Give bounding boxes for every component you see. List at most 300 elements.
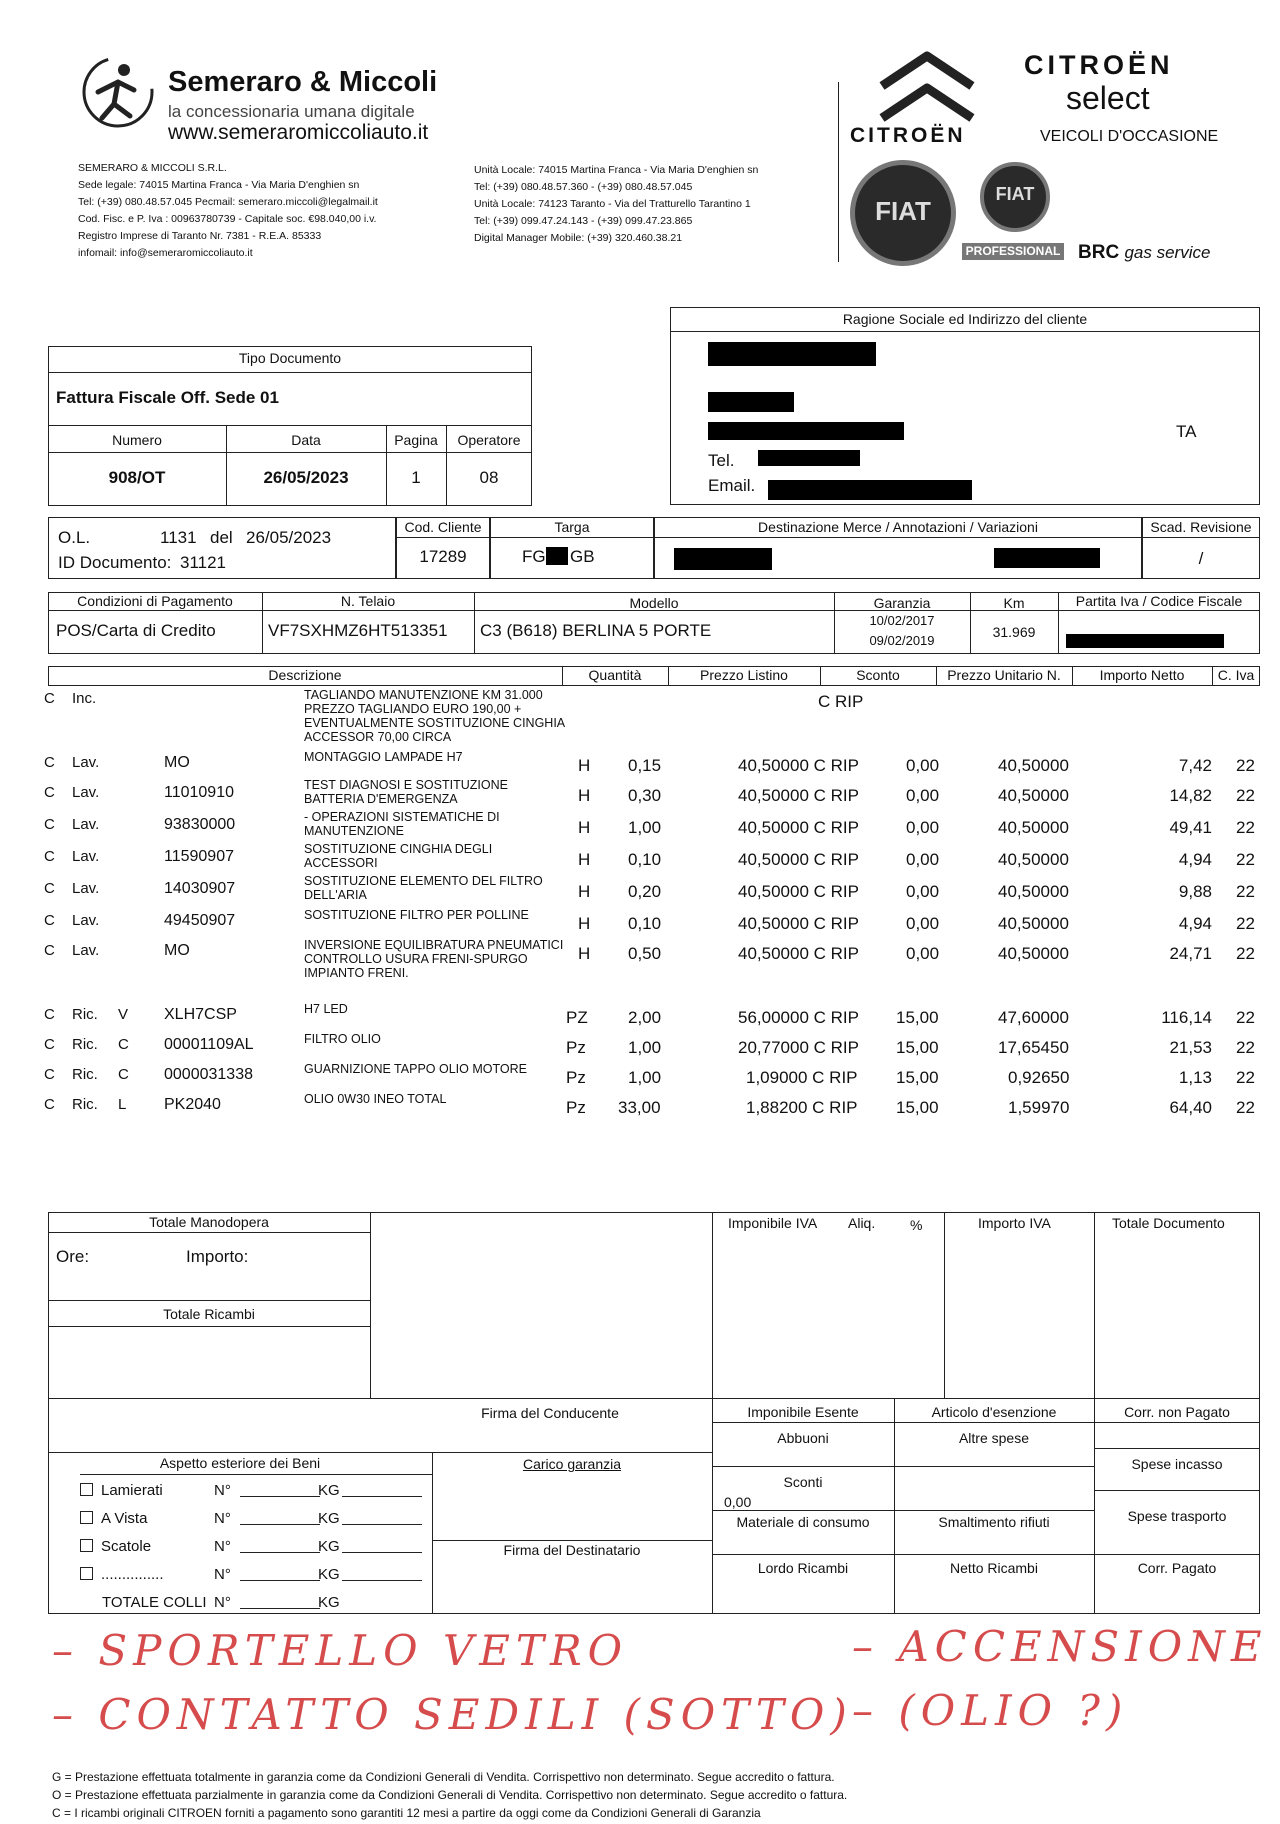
line-iva: 22 bbox=[1236, 850, 1255, 869]
ol-del: del bbox=[210, 528, 233, 547]
col-c-iva: C. Iva bbox=[1217, 667, 1255, 683]
smaltimento-label: Smaltimento rifiuti bbox=[938, 1514, 1050, 1530]
line-c: C bbox=[44, 1066, 55, 1083]
ol-label: O.L. bbox=[58, 528, 91, 547]
line-qty: 33,00 bbox=[618, 1098, 661, 1117]
local-line: Unità Locale: 74123 Taranto - Via del Tratturello Tarantino 1 bbox=[474, 198, 751, 210]
line-description: SOSTITUZIONE FILTRO PER POLLINE bbox=[304, 908, 529, 922]
line-unit-price: 40,50000 bbox=[998, 756, 1069, 775]
dealer-name: Semeraro & Miccoli bbox=[168, 66, 438, 98]
line-description: SOSTITUZIONE ELEMENTO DEL FILTRO DELL'ARIA bbox=[304, 874, 543, 902]
line-unit-price: 40,50000 bbox=[998, 850, 1069, 869]
importo-iva-label: Importo IVA bbox=[978, 1215, 1051, 1231]
veicoli-occasione: VEICOLI D'OCCASIONE bbox=[1040, 128, 1219, 145]
redacted-destinazione-1 bbox=[674, 548, 772, 570]
line-iva: 22 bbox=[1236, 882, 1255, 901]
line-iva: 22 bbox=[1236, 1008, 1255, 1027]
line-flag: V bbox=[118, 1006, 129, 1023]
imponibile-esente-label: Imponibile Esente bbox=[747, 1404, 859, 1420]
grid-line bbox=[80, 1474, 432, 1475]
goods-row bbox=[80, 1510, 340, 1538]
line-price: 1,88200 C RIP bbox=[746, 1098, 858, 1117]
targa-start: FG bbox=[522, 547, 546, 566]
local-line: Digital Manager Mobile: (+39) 320.460.38.21 bbox=[474, 232, 683, 244]
id-documento: 31121 bbox=[180, 553, 227, 572]
document-page: 1 bbox=[411, 468, 421, 487]
line-c: C bbox=[44, 942, 55, 959]
document-type: Fattura Fiscale Off. Sede 01 bbox=[56, 388, 279, 407]
spese-trasporto-label: Spese trasporto bbox=[1127, 1508, 1227, 1524]
line-um: H bbox=[578, 756, 591, 775]
pagamento-label: Condizioni di Pagamento bbox=[77, 593, 233, 609]
lamierati-checkbox[interactable] bbox=[80, 1483, 93, 1496]
line-tipo: Lav. bbox=[72, 754, 100, 771]
redacted-targa bbox=[546, 547, 568, 565]
importo-label: Importo: bbox=[186, 1247, 249, 1266]
sconti-value: 0,00 bbox=[724, 1494, 752, 1510]
sconti-label: Sconti bbox=[783, 1474, 823, 1490]
line-flag: C bbox=[118, 1066, 129, 1083]
line-discount: 15,00 bbox=[896, 1068, 939, 1087]
kg-label: KG bbox=[318, 1594, 340, 1611]
kg-input[interactable] bbox=[342, 1524, 422, 1525]
header-divider bbox=[838, 82, 839, 262]
n-input[interactable] bbox=[240, 1608, 320, 1609]
line-description: GUARNIZIONE TAPPO OLIO MOTORE bbox=[304, 1062, 527, 1076]
line-amount: 24,71 bbox=[1169, 944, 1212, 963]
company-line: Cod. Fisc. e P. Iva : 00963780739 - Capitale soc. €98.040,00 i.v. bbox=[78, 213, 377, 225]
line-discount: 0,00 bbox=[906, 756, 940, 775]
line-description: TEST DIAGNOSI E SOSTITUZIONE BATTERIA D'EMERGENZA bbox=[304, 778, 508, 806]
annotation-sportello: – SPORTELLO VETRO bbox=[52, 1626, 628, 1675]
redacted-piva bbox=[1066, 634, 1224, 648]
dealer-tagline: la concessionaria umana digitale bbox=[168, 102, 415, 121]
totale-colli-label: TOTALE COLLI bbox=[102, 1594, 207, 1611]
n-input[interactable] bbox=[240, 1524, 320, 1525]
line-amount: 7,42 bbox=[1178, 756, 1212, 775]
cod-cliente: 17289 bbox=[419, 547, 467, 566]
id-documento-label: ID Documento: bbox=[58, 553, 172, 572]
scatole-checkbox[interactable] bbox=[80, 1539, 93, 1552]
annotation-accensione: – ACCENSIONE bbox=[852, 1622, 1268, 1671]
line-code: 11010910 bbox=[164, 784, 234, 801]
local-line: Tel: (+39) 099.47.24.143 - (+39) 099.47.23.865 bbox=[474, 215, 693, 227]
pagamento: POS/Carta di Credito bbox=[56, 621, 216, 640]
line-um: Pz bbox=[566, 1098, 586, 1117]
line-qty: 1,00 bbox=[628, 818, 662, 837]
percent-label: % bbox=[910, 1217, 923, 1233]
col-descrizione: Descrizione bbox=[268, 667, 342, 683]
corr-pagato-label: Corr. Pagato bbox=[1137, 1560, 1217, 1576]
km: 31.969 bbox=[992, 624, 1036, 640]
line-flag: C bbox=[118, 1036, 129, 1053]
kg-label: KG bbox=[318, 1566, 340, 1583]
line-price: 40,50000 C RIP bbox=[738, 944, 859, 963]
line-iva: 22 bbox=[1236, 1068, 1255, 1087]
line-tipo: Lav. bbox=[72, 880, 100, 897]
scad-revisione: / bbox=[1198, 549, 1204, 568]
goods-row bbox=[80, 1594, 340, 1622]
line-c: C bbox=[44, 880, 55, 897]
footnote-c: C = I ricambi originali CITROEN forniti a pagamento sono garantiti 12 mesi a partire da oggi come da Condizioni Generali di Garanzia bbox=[52, 1806, 761, 1820]
line-unit-price: 40,50000 bbox=[998, 944, 1069, 963]
line-qty: 2,00 bbox=[628, 1008, 662, 1027]
redacted-destinazione-2 bbox=[994, 548, 1100, 568]
line-um: H bbox=[578, 850, 591, 869]
spese-incasso-label: Spese incasso bbox=[1131, 1456, 1223, 1472]
table-row bbox=[0, 874, 1280, 908]
other-checkbox[interactable] bbox=[80, 1567, 93, 1580]
line-tipo: Lav. bbox=[72, 848, 100, 865]
document-date: 26/05/2023 bbox=[263, 468, 349, 487]
line-tipo: Ric. bbox=[72, 1036, 98, 1053]
line-amount: 116,14 bbox=[1161, 1008, 1212, 1027]
line-unit-price: 1,59970 bbox=[1008, 1098, 1070, 1117]
n-label: N° bbox=[214, 1482, 231, 1499]
line-tipo: Ric. bbox=[72, 1006, 98, 1023]
line-iva: 22 bbox=[1236, 914, 1255, 933]
document-operator: 08 bbox=[479, 468, 499, 487]
n-input[interactable] bbox=[240, 1496, 320, 1497]
line-price: C RIP bbox=[818, 692, 864, 711]
firma-conducente-label: Firma del Conducente bbox=[481, 1405, 619, 1421]
line-unit-price: 40,50000 bbox=[998, 786, 1069, 805]
citroen-chevrons-icon bbox=[872, 48, 982, 128]
line-price: 40,50000 C RIP bbox=[738, 914, 859, 933]
grid-line bbox=[654, 537, 1142, 538]
client-province: TA bbox=[1176, 422, 1197, 441]
dealer-website[interactable]: www.semeraromiccoliauto.it bbox=[168, 121, 429, 144]
aspetto-label: Aspetto esteriore dei Beni bbox=[159, 1455, 321, 1471]
line-discount: 0,00 bbox=[906, 944, 940, 963]
line-c: C bbox=[44, 912, 55, 929]
grid-line bbox=[490, 537, 654, 538]
grid-line bbox=[1142, 537, 1260, 538]
line-qty: 0,50 bbox=[628, 944, 662, 963]
table-row bbox=[0, 1064, 1280, 1094]
scad-revisione-label: Scad. Revisione bbox=[1150, 519, 1252, 535]
line-code: 11590907 bbox=[164, 848, 234, 865]
kg-label: KG bbox=[318, 1510, 340, 1527]
local-units bbox=[474, 162, 758, 247]
cod-cliente-label: Cod. Cliente bbox=[404, 519, 482, 535]
grid-line bbox=[48, 1452, 712, 1453]
redacted-client-line bbox=[708, 392, 794, 412]
company-line: Tel: (+39) 080.48.57.045 Pecmail: semeraro.miccoli@legalmail.it bbox=[78, 196, 378, 208]
n-label: N° bbox=[214, 1594, 231, 1611]
modello-label: Modello bbox=[629, 595, 679, 611]
client-header-line bbox=[670, 331, 1260, 332]
grid-line bbox=[48, 1326, 370, 1327]
line-code: 14030907 bbox=[164, 880, 236, 897]
document-type-header: Tipo Documento bbox=[238, 350, 342, 366]
table-row bbox=[0, 810, 1280, 844]
grid-line bbox=[48, 372, 532, 373]
line-unit-price: 40,50000 bbox=[998, 818, 1069, 837]
grid-line bbox=[370, 1212, 371, 1398]
line-qty: 0,10 bbox=[628, 850, 662, 869]
lordo-ricambi-label: Lordo Ricambi bbox=[757, 1560, 849, 1576]
company-line: Registro Imprese di Taranto Nr. 7381 - R.E.A. 85333 bbox=[78, 230, 322, 242]
line-discount: 15,00 bbox=[896, 1038, 939, 1057]
line-um: H bbox=[578, 882, 591, 901]
corr-non-pagato-label: Corr. non Pagato bbox=[1124, 1404, 1230, 1420]
totale-manodopera-label: Totale Manodopera bbox=[149, 1214, 269, 1230]
telaio: VF7SXHMZ6HT513351 bbox=[268, 621, 448, 640]
line-amount: 14,82 bbox=[1169, 786, 1212, 805]
line-qty: 0,15 bbox=[628, 756, 662, 775]
n-label: N° bbox=[214, 1510, 231, 1527]
document-number: 908/OT bbox=[108, 468, 166, 487]
line-flag: L bbox=[118, 1096, 127, 1113]
table-row bbox=[0, 752, 1280, 782]
line-description: TAGLIANDO MANUTENZIONE KM 31.000 PREZZO TAGLIANDO EURO 190,00 + EVENTUALMENTE SOSTITUZIONE CINGHIA ACCESSOR 70,00 CIRCA bbox=[304, 688, 565, 744]
line-unit-price: 47,60000 bbox=[998, 1008, 1069, 1027]
footnote-g: G = Prestazione effettuata totalmente in garanzia come da Condizioni Generali di Vendita. Corrispettivo non determinato. Segue accredito o fattura. bbox=[52, 1770, 835, 1784]
line-discount: 0,00 bbox=[906, 818, 940, 837]
line-amount: 49,41 bbox=[1169, 818, 1212, 837]
line-discount: 0,00 bbox=[906, 882, 940, 901]
line-description: H7 LED bbox=[304, 1002, 348, 1016]
netto-ricambi-label: Netto Ricambi bbox=[950, 1560, 1038, 1576]
line-description: OLIO 0W30 INEO TOTAL bbox=[304, 1092, 447, 1106]
redacted-client-email bbox=[768, 480, 972, 500]
table-row bbox=[0, 938, 1280, 980]
line-um: H bbox=[578, 944, 591, 963]
line-code: XLH7CSP bbox=[164, 1006, 237, 1023]
line-qty: 0,30 bbox=[628, 786, 662, 805]
line-qty: 1,00 bbox=[628, 1068, 662, 1087]
garanzia-label: Garanzia bbox=[873, 595, 931, 611]
redacted-client-tel bbox=[758, 450, 860, 466]
client-email-label: Email. bbox=[708, 476, 756, 495]
client-tel-label: Tel. bbox=[708, 451, 735, 470]
line-um: Pz bbox=[566, 1038, 586, 1057]
col-prezzo-unitario: Prezzo Unitario N. bbox=[947, 667, 1061, 683]
ore-label: Ore: bbox=[56, 1247, 90, 1266]
line-code: 00001109AL bbox=[164, 1036, 254, 1053]
company-line: SEMERARO & MICCOLI S.R.L. bbox=[78, 162, 227, 174]
col-quantita: Quantità bbox=[588, 667, 642, 683]
ol-date: 26/05/2023 bbox=[246, 528, 332, 547]
brc-wordmark: BRC bbox=[1078, 242, 1120, 263]
goods-row bbox=[80, 1566, 340, 1594]
line-price: 56,00000 C RIP bbox=[738, 1008, 859, 1027]
line-um: Pz bbox=[566, 1068, 586, 1087]
line-price: 40,50000 C RIP bbox=[738, 756, 859, 775]
km-label: Km bbox=[1003, 595, 1025, 611]
line-discount: 15,00 bbox=[896, 1098, 939, 1117]
line-tipo: Lav. bbox=[72, 942, 100, 959]
destinazione-label: Destinazione Merce / Annotazioni / Variazioni bbox=[758, 519, 1038, 535]
line-code: 49450907 bbox=[164, 912, 236, 929]
telaio-label: N. Telaio bbox=[340, 593, 396, 609]
carico-garanzia-label: Carico garanzia bbox=[522, 1456, 622, 1472]
garanzia-end: 09/02/2019 bbox=[869, 633, 935, 648]
grid-line bbox=[48, 1232, 370, 1233]
line-tipo: Lav. bbox=[72, 784, 100, 801]
local-line: Tel: (+39) 080.48.57.360 - (+39) 080.48.57.045 bbox=[474, 181, 693, 193]
grid-line bbox=[48, 452, 532, 453]
grid-line bbox=[712, 1422, 1260, 1423]
line-c: C bbox=[44, 848, 55, 865]
kg-input[interactable] bbox=[342, 1552, 422, 1553]
garanzia-start: 10/02/2017 bbox=[869, 613, 935, 628]
brc-logo bbox=[1078, 242, 1210, 264]
footnote-o: O = Prestazione effettuata parzialmente in garanzia come da Condizioni Generali di Vendita. Corrispettivo non determinato. Segue accredito o fattura. bbox=[52, 1788, 848, 1802]
line-description: SOSTITUZIONE CINGHIA DEGLI ACCESSORI bbox=[304, 842, 493, 870]
grid-line bbox=[712, 1554, 1260, 1555]
citroen-select-title: CITROËN bbox=[1024, 50, 1174, 80]
local-line: Unità Locale: 74015 Martina Franca - Via Maria D'enghien sn bbox=[474, 164, 759, 176]
table-row bbox=[0, 1004, 1280, 1034]
line-um: H bbox=[578, 818, 591, 837]
line-tipo: Inc. bbox=[72, 690, 97, 707]
line-iva: 22 bbox=[1236, 786, 1255, 805]
line-tipo: Lav. bbox=[72, 816, 100, 833]
table-row bbox=[0, 910, 1280, 940]
line-amount: 21,53 bbox=[1169, 1038, 1212, 1057]
line-description: INVERSIONE EQUILIBRATURA PNEUMATICI CONTROLLO USURA FRENI-SPURGO IMPIANTO FRENI. bbox=[304, 938, 564, 980]
line-price: 40,50000 C RIP bbox=[738, 882, 859, 901]
articolo-esenzione-label: Articolo d'esenzione bbox=[931, 1404, 1057, 1420]
line-qty: 0,20 bbox=[628, 882, 662, 901]
citroen-wordmark: CITROËN bbox=[850, 124, 966, 147]
kg-input[interactable] bbox=[342, 1496, 422, 1497]
goods-row bbox=[80, 1482, 340, 1510]
line-amount: 64,40 bbox=[1169, 1098, 1212, 1117]
line-iva: 22 bbox=[1236, 944, 1255, 963]
line-code: PK2040 bbox=[164, 1096, 221, 1113]
piva-label: Partita Iva / Codice Fiscale bbox=[1075, 593, 1243, 609]
table-row bbox=[0, 1094, 1280, 1124]
ol-number: 1131 bbox=[160, 528, 197, 547]
line-unit-price: 40,50000 bbox=[998, 914, 1069, 933]
line-iva: 22 bbox=[1236, 818, 1255, 837]
line-price: 20,77000 C RIP bbox=[738, 1038, 859, 1057]
line-code: 93830000 bbox=[164, 816, 236, 833]
line-c: C bbox=[44, 1006, 55, 1023]
goods-label: ............... bbox=[101, 1566, 164, 1583]
grid-line bbox=[432, 1540, 712, 1541]
altre-spese-label: Altre spese bbox=[958, 1430, 1030, 1446]
goods-row bbox=[80, 1538, 340, 1566]
goods-label: Lamierati bbox=[101, 1482, 163, 1499]
col-prezzo-listino: Prezzo Listino bbox=[700, 667, 788, 683]
kg-input[interactable] bbox=[342, 1580, 422, 1581]
grid-line bbox=[712, 1510, 1094, 1511]
targa-end: GB bbox=[570, 547, 595, 566]
col-sconto: Sconto bbox=[856, 667, 900, 683]
line-discount: 15,00 bbox=[896, 1008, 939, 1027]
aliq-label: Aliq. bbox=[848, 1215, 876, 1231]
n-label: N° bbox=[214, 1566, 231, 1583]
line-c: C bbox=[44, 816, 55, 833]
line-price: 1,09000 C RIP bbox=[746, 1068, 858, 1087]
modello: C3 (B618) BERLINA 5 PORTE bbox=[480, 621, 712, 640]
goods-label: A Vista bbox=[101, 1510, 148, 1527]
line-um: H bbox=[578, 786, 591, 805]
line-tipo: Ric. bbox=[72, 1066, 98, 1083]
redacted-client-name bbox=[708, 342, 876, 366]
n-input[interactable] bbox=[240, 1552, 320, 1553]
line-amount: 4,94 bbox=[1178, 850, 1212, 869]
line-um: H bbox=[578, 914, 591, 933]
line-c: C bbox=[44, 1036, 55, 1053]
line-code: MO bbox=[164, 754, 190, 771]
numero-label: Numero bbox=[112, 432, 162, 448]
kg-label: KG bbox=[318, 1482, 340, 1499]
materiale-consumo-label: Materiale di consumo bbox=[736, 1514, 870, 1530]
line-amount: 1,13 bbox=[1178, 1068, 1212, 1087]
line-c: C bbox=[44, 690, 55, 707]
line-amount: 4,94 bbox=[1178, 914, 1212, 933]
firma-destinatario-label: Firma del Destinatario bbox=[503, 1542, 641, 1558]
grid-line bbox=[712, 1466, 1094, 1467]
grid-line bbox=[432, 1452, 433, 1614]
line-unit-price: 17,65450 bbox=[998, 1038, 1069, 1057]
totale-ricambi-label: Totale Ricambi bbox=[163, 1306, 255, 1322]
line-discount: 0,00 bbox=[906, 850, 940, 869]
line-tipo: Ric. bbox=[72, 1096, 98, 1113]
line-description: MONTAGGIO LAMPADE H7 bbox=[304, 750, 463, 764]
table-row bbox=[0, 688, 1280, 744]
grid-line bbox=[396, 537, 490, 538]
line-iva: 22 bbox=[1236, 756, 1255, 775]
targa-label: Targa bbox=[554, 519, 590, 535]
table-row bbox=[0, 1034, 1280, 1064]
redacted-client-address bbox=[708, 422, 904, 440]
abbuoni-label: Abbuoni bbox=[777, 1430, 829, 1446]
professional-label: PROFESSIONAL bbox=[962, 243, 1064, 260]
annotation-olio: – (OLIO ?) bbox=[852, 1686, 1129, 1735]
line-c: C bbox=[44, 754, 55, 771]
grid-line bbox=[1094, 1448, 1260, 1449]
dealer-logo-icon bbox=[78, 52, 158, 132]
line-qty: 1,00 bbox=[628, 1038, 662, 1057]
grid-line bbox=[944, 1212, 945, 1398]
fiat-wordmark: FIAT bbox=[875, 196, 931, 226]
line-code: 0000031338 bbox=[164, 1066, 253, 1083]
imponibile-iva-label: Imponibile IVA bbox=[728, 1215, 818, 1231]
line-um: PZ bbox=[566, 1008, 588, 1027]
n-label: N° bbox=[214, 1538, 231, 1555]
line-price: 40,50000 C RIP bbox=[738, 850, 859, 869]
operatore-label: Operatore bbox=[457, 432, 521, 448]
line-tipo: Lav. bbox=[72, 912, 100, 929]
client-header: Ragione Sociale ed Indirizzo del cliente bbox=[842, 311, 1088, 327]
line-description: - OPERAZIONI SISTEMATICHE DI MANUTENZIONE bbox=[304, 810, 500, 838]
goods-label: Scatole bbox=[101, 1538, 152, 1555]
table-row bbox=[0, 778, 1280, 812]
line-c: C bbox=[44, 784, 55, 801]
data-label: Data bbox=[291, 432, 321, 448]
line-amount: 9,88 bbox=[1178, 882, 1212, 901]
grid-line bbox=[48, 1300, 370, 1301]
company-line: Sede legale: 74015 Martina Franca - Via Maria D'enghien sn bbox=[78, 179, 360, 191]
col-importo-netto: Importo Netto bbox=[1099, 667, 1185, 683]
line-discount: 0,00 bbox=[906, 914, 940, 933]
company-info bbox=[78, 160, 378, 262]
line-discount: 0,00 bbox=[906, 786, 940, 805]
line-unit-price: 0,92650 bbox=[1008, 1068, 1070, 1087]
company-line: infomail: info@semeraromiccoliauto.it bbox=[78, 247, 253, 259]
n-input[interactable] bbox=[240, 1580, 320, 1581]
kg-label: KG bbox=[318, 1538, 340, 1555]
line-description: FILTRO OLIO bbox=[304, 1032, 381, 1046]
a-vista-checkbox[interactable] bbox=[80, 1511, 93, 1524]
goods-list bbox=[80, 1482, 340, 1622]
